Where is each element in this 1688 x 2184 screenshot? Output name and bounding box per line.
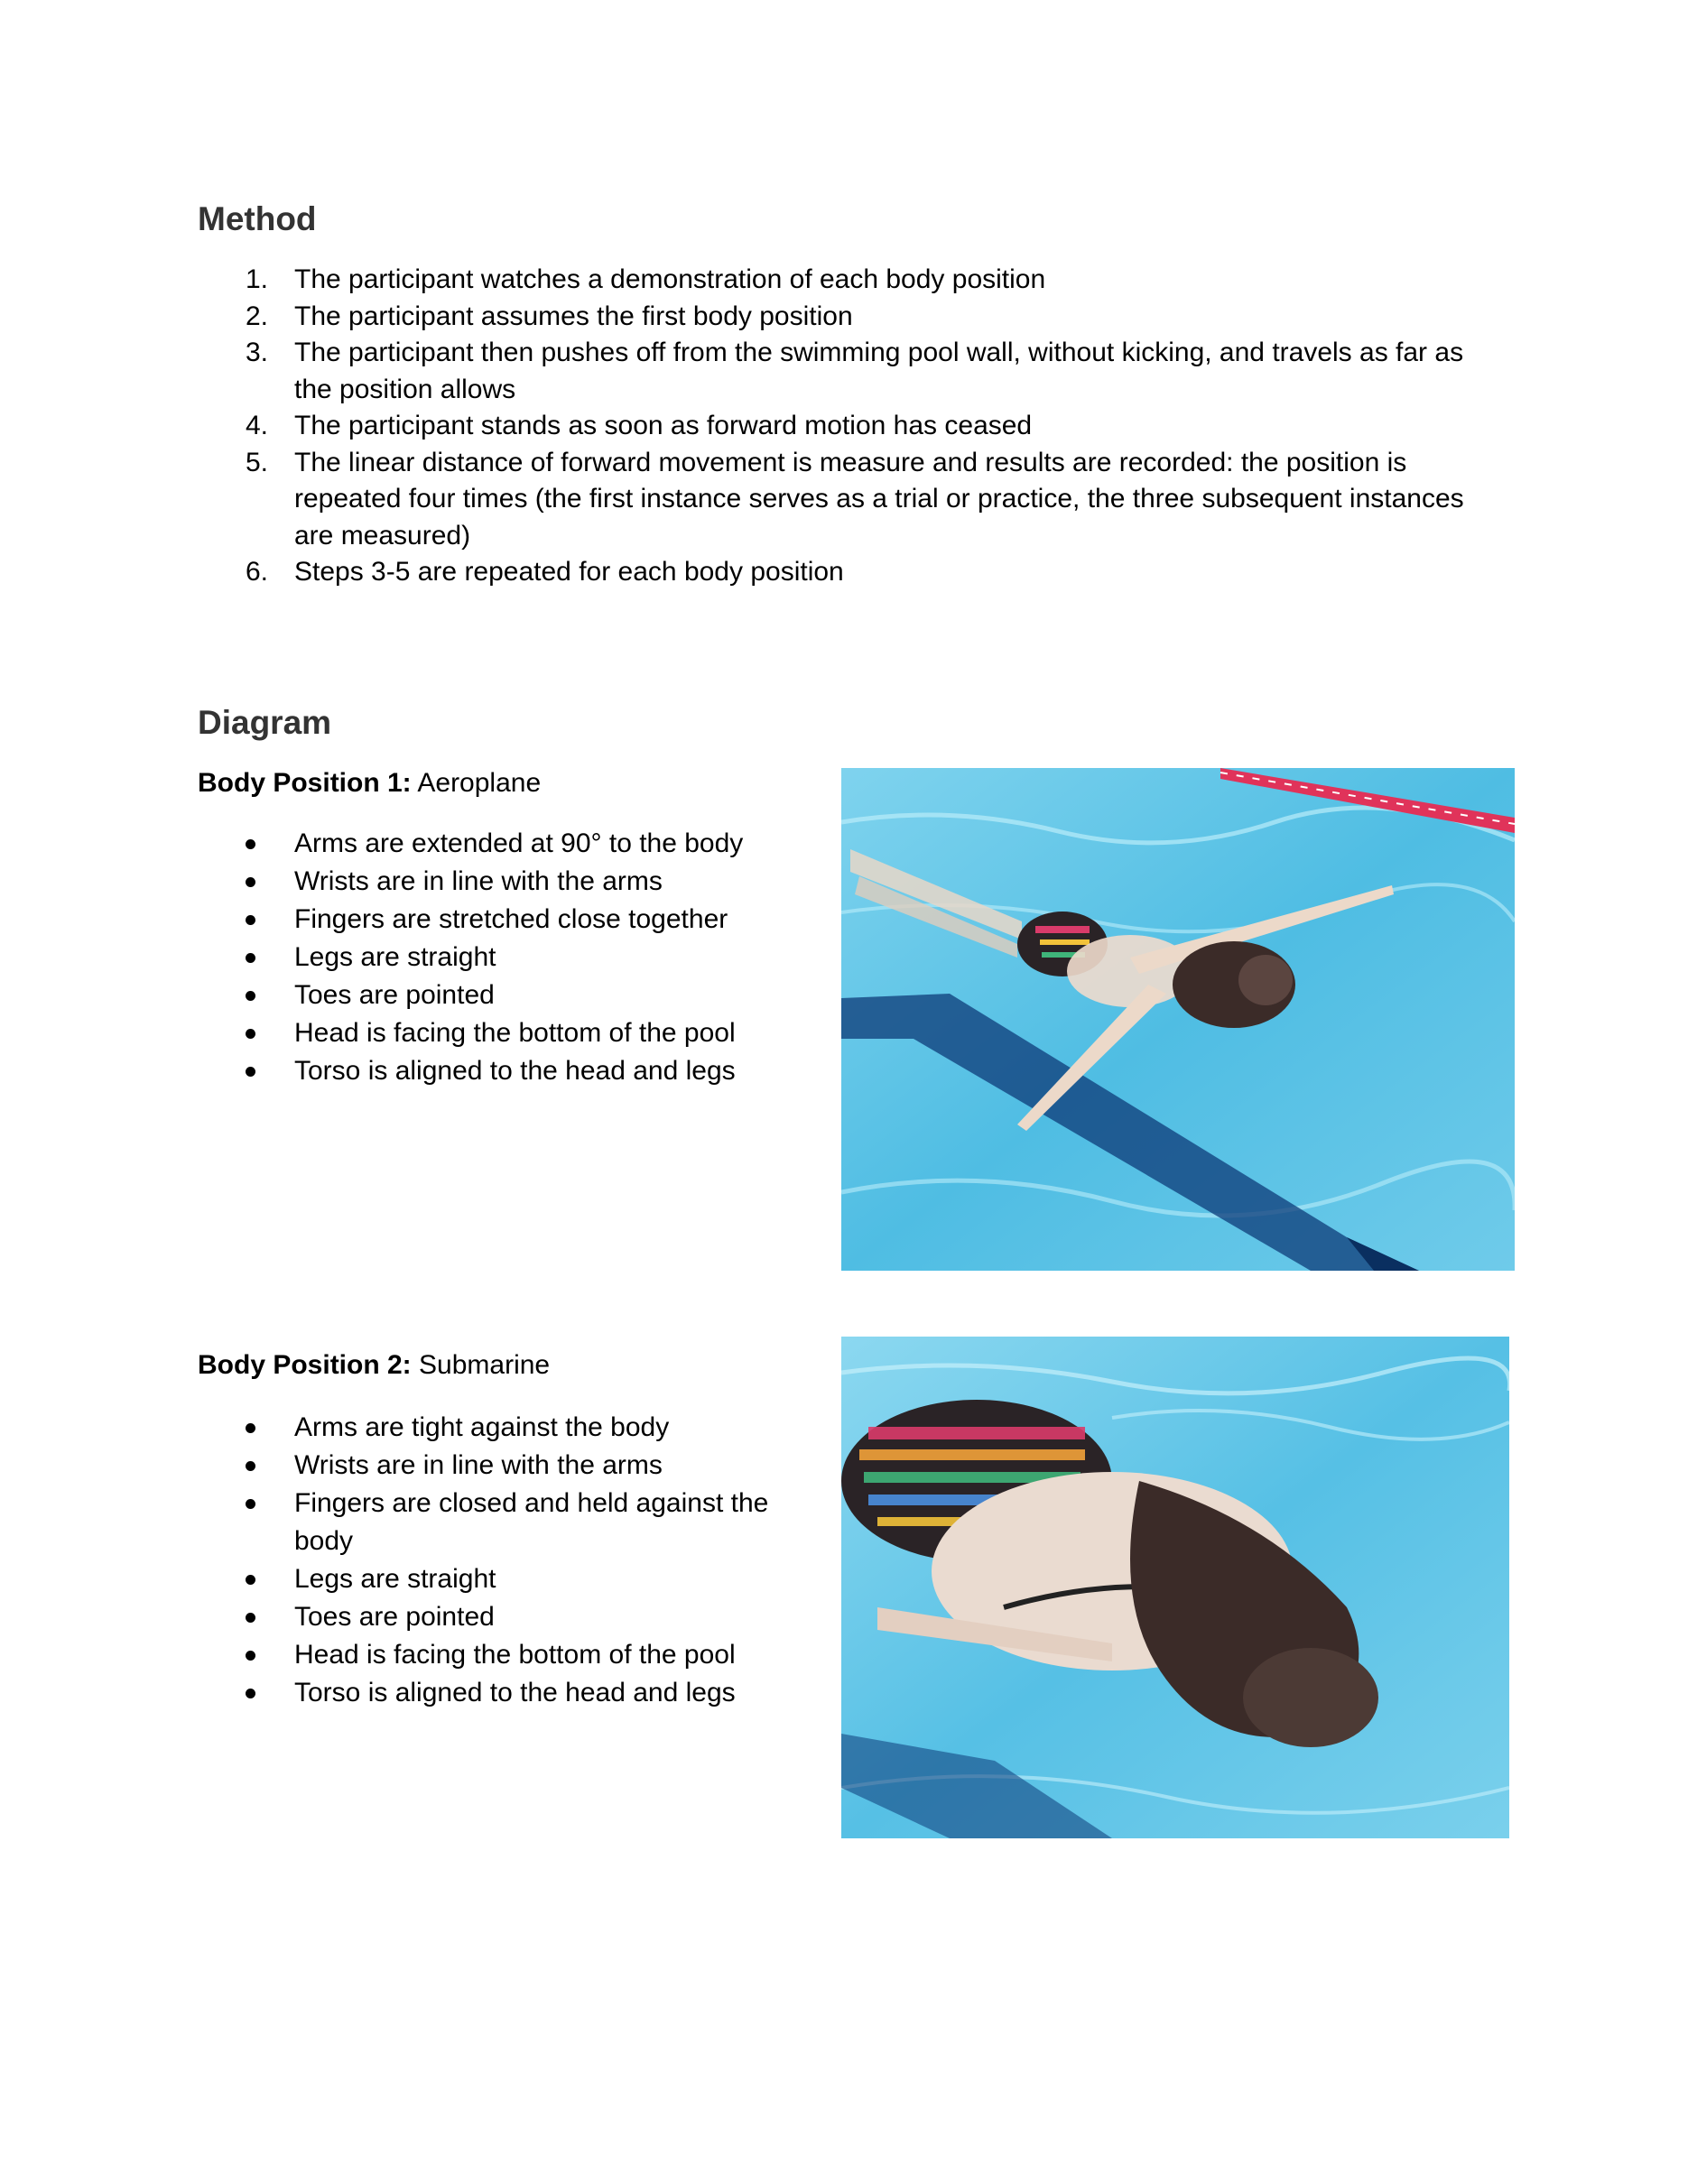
bullet-text: Torso is aligned to the head and legs xyxy=(294,1678,736,1707)
swimmer-submarine-illustration xyxy=(841,1337,1509,1838)
step-text: The participant then pushes off from the swimming pool wall, without kicking, and travels as far as the position allows xyxy=(294,338,1464,404)
bullet-icon xyxy=(246,915,255,925)
list-item xyxy=(198,1409,793,1447)
list-item xyxy=(198,976,812,1014)
body-position-1-bullets xyxy=(198,825,812,1090)
bullet-text: Wrists are in line with the arms xyxy=(294,1450,663,1480)
list-item xyxy=(198,299,1498,336)
list-item xyxy=(198,901,812,939)
bullet-icon xyxy=(246,839,255,849)
bullet-icon xyxy=(246,1067,255,1077)
bullet-icon xyxy=(246,1423,255,1433)
list-item xyxy=(198,1598,793,1636)
list-item xyxy=(198,939,812,976)
list-item xyxy=(198,863,812,901)
list-item xyxy=(198,825,812,863)
body-position-1-title xyxy=(198,765,541,801)
position-name: Submarine xyxy=(419,1350,551,1380)
method-steps-list xyxy=(198,262,1498,591)
list-item xyxy=(198,1447,793,1485)
bullet-icon xyxy=(246,991,255,1001)
submarine-position-photo xyxy=(841,1337,1509,1838)
list-item xyxy=(198,1052,812,1090)
list-item xyxy=(198,335,1498,408)
bullet-text: Fingers are stretched close together xyxy=(294,904,728,934)
step-number: 4. xyxy=(246,411,269,440)
list-item xyxy=(198,1560,793,1598)
bullet-icon xyxy=(246,1613,255,1623)
position-label: Body Position 2: xyxy=(198,1350,412,1380)
bullet-text: Legs are straight xyxy=(294,942,496,972)
list-item xyxy=(198,408,1498,445)
bullet-text: Head is facing the bottom of the pool xyxy=(294,1640,736,1670)
bullet-text: Head is facing the bottom of the pool xyxy=(294,1018,736,1048)
method-heading: Method xyxy=(198,200,317,237)
step-number: 1. xyxy=(246,264,269,294)
bullet-text: Toes are pointed xyxy=(294,1602,495,1632)
bullet-text: Legs are straight xyxy=(294,1564,496,1594)
bullet-text: Wrists are in line with the arms xyxy=(294,866,663,896)
position-label: Body Position 1: xyxy=(198,768,412,798)
bullet-icon xyxy=(246,1651,255,1661)
bullet-icon xyxy=(246,1029,255,1039)
list-item xyxy=(198,554,1498,591)
step-number: 3. xyxy=(246,338,269,367)
step-text: The participant watches a demonstration of each body position xyxy=(294,264,1046,294)
swimmer-aeroplane-illustration xyxy=(841,768,1515,1271)
list-item xyxy=(198,1674,793,1712)
position-name: Aeroplane xyxy=(417,768,542,798)
bullet-icon xyxy=(246,1461,255,1471)
body-position-2-title xyxy=(198,1347,550,1384)
list-item xyxy=(198,1014,812,1052)
bullet-icon xyxy=(246,877,255,887)
body-position-2-bullets xyxy=(198,1409,793,1712)
bullet-text: Toes are pointed xyxy=(294,980,495,1010)
bullet-text: Arms are extended at 90° to the body xyxy=(294,828,744,858)
list-item xyxy=(198,1485,793,1560)
aeroplane-position-photo xyxy=(841,768,1515,1271)
bullet-text: Fingers are closed and held against the body xyxy=(294,1488,769,1556)
step-number: 5. xyxy=(246,447,269,477)
step-text: Steps 3-5 are repeated for each body position xyxy=(294,557,844,587)
step-number: 6. xyxy=(246,557,269,587)
bullet-icon xyxy=(246,953,255,963)
bullet-text: Arms are tight against the body xyxy=(294,1412,670,1442)
step-text: The participant assumes the first body position xyxy=(294,301,853,331)
diagram-heading: Diagram xyxy=(198,704,332,741)
step-text: The participant stands as soon as forward motion has ceased xyxy=(294,411,1033,440)
bullet-icon xyxy=(246,1499,255,1509)
bullet-text: Torso is aligned to the head and legs xyxy=(294,1056,736,1086)
step-number: 2. xyxy=(246,301,269,331)
bullet-icon xyxy=(246,1575,255,1585)
step-text: The linear distance of forward movement is measure and results are recorded: the position is repeated four times (the first instance serves as a trial or practice, the three subsequent instances are measured) xyxy=(294,447,1464,551)
list-item xyxy=(198,262,1498,299)
list-item xyxy=(198,445,1498,555)
bullet-icon xyxy=(246,1689,255,1698)
list-item xyxy=(198,1636,793,1674)
